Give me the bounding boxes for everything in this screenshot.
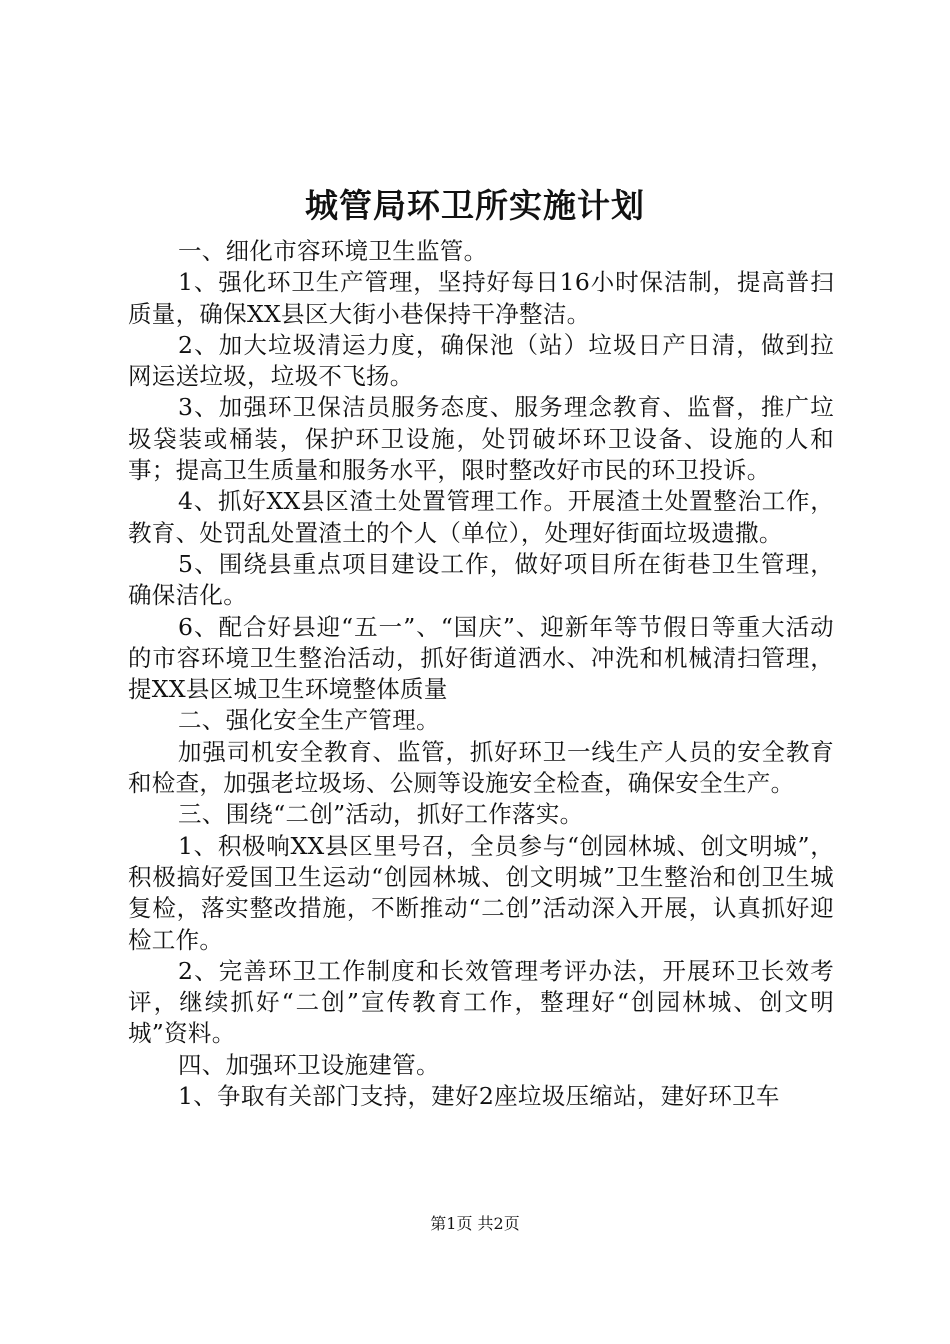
document-body (128, 236, 834, 1112)
body-paragraph: 2、加大垃圾清运力度，确保池（站）垃圾日产日清，做到拉网运送垃圾，垃圾不飞扬。 (128, 330, 834, 391)
section-heading-1: 一、细化市容环境卫生监管。 (178, 237, 488, 265)
body-paragraph: 3、加强环卫保洁员服务态度、服务理念教育、监督，推广垃圾袋装或桶装，保护环卫设施，处罚破坏环卫设备、设施的人和事；提高卫生质量和服务水平，限时整改好市民的环卫投诉。 (128, 393, 834, 485)
body-paragraph: 2、完善环卫工作制度和长效管理考评办法，开展环卫长效考评，继续抓好“二创”宣传教育工作，整理好“创园林城、创文明城”资料。 (128, 956, 834, 1048)
body-paragraph: 5、围绕县重点项目建设工作，做好项目所在街巷卫生管理，确保洁化。 (128, 549, 834, 610)
section-heading-4: 四、加强环卫设施建管。 (178, 1050, 440, 1079)
section-heading-3: 三、围绕“二创”活动，抓好工作落实。 (178, 800, 584, 829)
body-paragraph: 1、积极响XX县区里号召，全员参与“创园林城、创文明城”，积极搞好爱国卫生运动“创园林城、创文明城”卫生整治和创卫生城复检，落实整改措施，不断推动“二创”活动深入开展，认真抓好迎检工作。 (128, 831, 834, 954)
page-number-footer: 第1页 共2页 (430, 1214, 520, 1233)
body-paragraph: 1、强化环卫生产管理，坚持好每日16小时保洁制，提高普扫质量，确保XX县区大街小巷保持干净整洁。 (128, 268, 834, 328)
section-heading-2: 二、强化安全生产管理。 (178, 706, 440, 735)
body-paragraph: 加强司机安全教育、监管，抓好环卫一线生产人员的安全教育和检查，加强老垃圾场、公厕等设施安全检查，确保安全生产。 (128, 737, 834, 798)
body-paragraph: 4、抓好XX县区渣土处置管理工作。开展渣土处置整治工作，教育、处罚乱处置渣土的个人（单位），处理好街面垃圾遗撒。 (128, 487, 834, 547)
body-paragraph: 1、争取有关部门支持，建好2座垃圾压缩站，建好环卫车 (178, 1082, 780, 1111)
body-paragraph: 6、配合好县迎“五一”、“国庆”、迎新年等节假日等重大活动的市容环境卫生整治活动，抓好街道洒水、冲洗和机械清扫管理，提XX县区城卫生环境整体质量 (128, 612, 834, 704)
document-title: 城管局环卫所实施计划 (305, 186, 645, 225)
